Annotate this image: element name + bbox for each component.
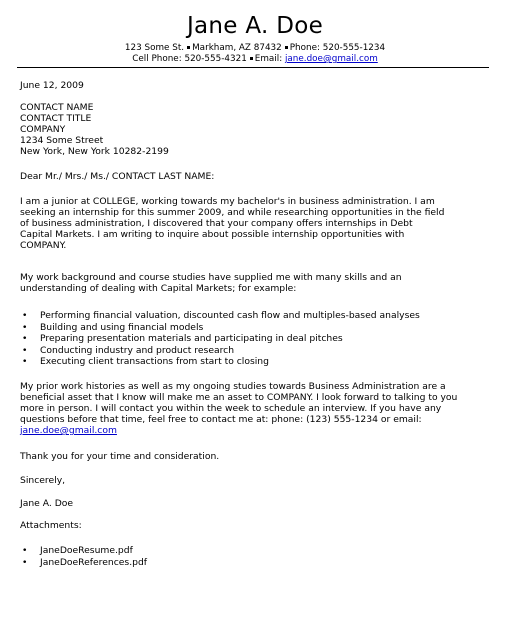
text-line: My prior work histories as well as my ongoing studies towards Business Administration are a: [20, 381, 446, 392]
recipient-block: [20, 102, 488, 157]
separator-bullet: [187, 46, 190, 49]
text-line: COMPANY.: [20, 240, 67, 251]
list-item: • Conducting industry and product research: [20, 345, 488, 357]
separator-bullet: [250, 57, 253, 60]
thanks-line: Thank you for your time and consideration.: [20, 451, 220, 462]
text-line: questions before that time, feel free to contact me at: phone: (123) 555-1234 or email:: [20, 414, 422, 425]
paragraph-closing: [20, 381, 488, 436]
recipient-title: CONTACT TITLE: [20, 113, 92, 124]
email-link[interactable]: jane.doe@gmail.com: [20, 425, 117, 436]
recipient-street: 1234 Some Street: [20, 135, 104, 146]
signature-name: Jane A. Doe: [20, 498, 74, 509]
closing: Sincerely,: [20, 475, 66, 486]
recipient-name: CONTACT NAME: [20, 102, 94, 113]
list-item: • Building and using financial models: [20, 322, 488, 334]
text-line: seeking an internship for this summer 2009, and while researching opportunities in the field: [20, 207, 445, 218]
recipient-company: COMPANY: [20, 124, 66, 135]
text-line: I am a junior at COLLEGE, working towards my bachelor's in business administration. I am: [20, 196, 435, 207]
attachments-list: [20, 545, 488, 568]
cell-phone: Cell Phone: 520-555-4321: [132, 54, 247, 64]
text-line: My work background and course studies have supplied me with many skills and an: [20, 272, 402, 283]
letter-date: June 12, 2009: [20, 80, 84, 91]
email-label: Email:: [254, 54, 283, 64]
text-line: beneficial asset that I know will make me an asset to COMPANY. I look forward to talking to you: [20, 392, 458, 403]
attachments-label: Attachments:: [20, 520, 82, 531]
text-line: more in person. I will contact you within the week to schedule an interview. If you have any: [20, 403, 442, 414]
email-link[interactable]: jane.doe@gmail.com: [284, 54, 378, 64]
header-divider: [17, 67, 489, 68]
letterhead-contact-line: [0, 54, 510, 65]
list-item: • Performing financial valuation, discounted cash flow and multiples-based analyses: [20, 310, 488, 322]
text-line: Capital Markets. I am writing to inquire about possible internship opportunities with: [20, 229, 405, 240]
paragraph-skills: [20, 272, 488, 294]
list-item: • Preparing presentation materials and participating in deal pitches: [20, 333, 488, 345]
list-item: • Executing client transactions from start to closing: [20, 356, 488, 368]
letterhead-name: Jane A. Doe: [186, 13, 324, 39]
skills-list: [20, 310, 488, 368]
address: 123 Some St.: [124, 43, 185, 53]
text-line: understanding of dealing with Capital Markets; for example:: [20, 283, 297, 294]
recipient-city: New York, New York 10282-2199: [20, 146, 169, 157]
letterhead-address-line: [0, 43, 510, 54]
separator-bullet: [285, 46, 288, 49]
city: Markham, AZ 87432: [192, 43, 282, 53]
salutation: Dear Mr./ Mrs./ Ms./ CONTACT LAST NAME:: [20, 171, 215, 182]
phone: Phone: 520-555-1234: [289, 43, 386, 53]
text-line: of business administration, I discovered that your company offers internships in Debt: [20, 218, 413, 229]
paragraph-intro: [20, 196, 488, 251]
attachment-item: • JaneDoeResume.pdf: [20, 545, 488, 557]
attachment-item: • JaneDoeReferences.pdf: [20, 557, 488, 569]
